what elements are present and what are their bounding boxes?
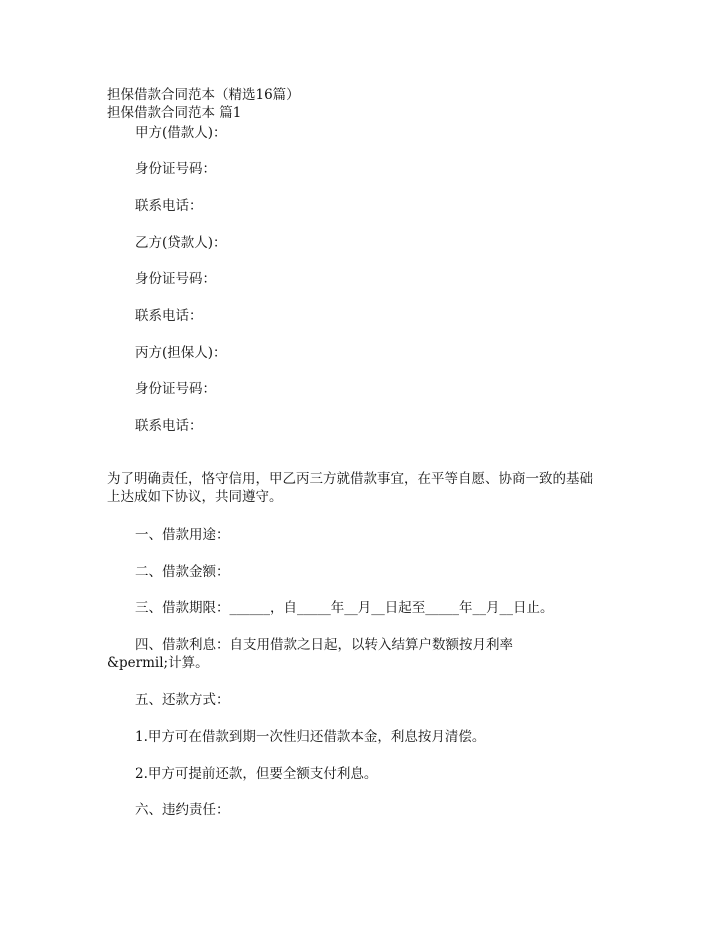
intro-paragraph-line-1: 为了明确责任，恪守信用，甲乙丙三方就借款事宜，在平等自愿、协商一致的基础 [107, 471, 593, 487]
repayment-item-1: 1.甲方可在借款到期一次性归还借款本金，利息按月清偿。 [135, 729, 486, 745]
party-c-phone-label: 联系电话： [135, 418, 203, 434]
party-b-label: 乙方(贷款人)： [135, 235, 227, 251]
party-a-phone-label: 联系电话： [135, 198, 203, 214]
party-c-id-label: 身份证号码： [135, 381, 216, 397]
party-b-id-label: 身份证号码： [135, 271, 216, 287]
intro-paragraph-line-2: 上达成如下协议，共同遵守。 [107, 489, 283, 505]
clause-purpose: 一、借款用途： [135, 527, 230, 543]
clause-interest-line-2: &permil;计算。 [107, 655, 209, 671]
clause-liability: 六、违约责任： [135, 802, 230, 818]
clause-repayment: 五、还款方式： [135, 692, 230, 708]
document-subtitle: 担保借款合同范本 篇1 [107, 105, 242, 121]
party-a-id-label: 身份证号码： [135, 161, 216, 177]
document-title: 担保借款合同范本（精选16篇） [107, 87, 300, 103]
party-c-label: 丙方(担保人)： [135, 345, 227, 361]
repayment-item-2: 2.甲方可提前还款，但要全额支付利息。 [135, 766, 378, 782]
clause-amount: 二、借款金额： [135, 564, 230, 580]
party-b-phone-label: 联系电话： [135, 308, 203, 324]
clause-interest-line-1: 四、借款利息：自支用借款之日起，以转入结算户数额按月利率 [135, 637, 513, 653]
party-a-label: 甲方(借款人)： [135, 125, 227, 141]
clause-term: 三、借款期限：______，自_____年__月__日起至_____年__月__日止。 [135, 600, 554, 616]
